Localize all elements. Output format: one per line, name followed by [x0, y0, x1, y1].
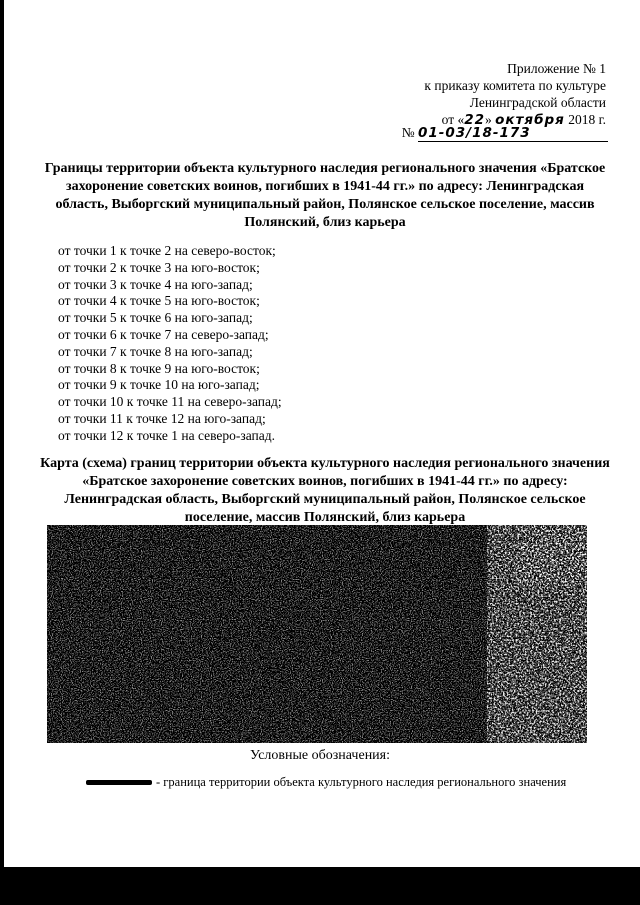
date-suffix: 2018 г.	[564, 112, 606, 127]
boundary-point-item: от точки 10 к точке 11 на северо-запад;	[58, 394, 282, 410]
appendix-line-2: к приказу комитета по культуре	[424, 78, 606, 93]
legend-item-label: - граница территории объекта культурного наследия регионального значения	[156, 775, 567, 789]
date-month-handwritten: октября	[495, 112, 565, 128]
boundary-point-item: от точки 2 к точке 3 на юго-восток;	[58, 259, 260, 275]
document-title: Границы территории объекта культурного наследия регионального значения «Братское захоронение советских воинов, погибших в 1941-44 гг.» по адресу: Ленинградская область, Выборгский муниципальный район, Полянское сельское поселение, массив Полянский, близ карьера	[44, 161, 606, 230]
boundary-point-item: от точки 9 к точке 10 на юго-запад;	[58, 377, 260, 393]
date-prefix: от «	[441, 112, 465, 127]
appendix-line-3: Ленинградской области	[469, 95, 606, 110]
date-mid: »	[485, 112, 496, 127]
map-title: Карта (схема) границ территории объекта культурного наследия регионального значения «Братское захоронение советских воинов, погибших в 1941-44 гг.» по адресу: Ленинградская область, Выборгский муниципальный район, Полянское сельское поселение, массив Полянский, близ карьера	[40, 456, 610, 525]
scan-left-edge	[0, 0, 4, 905]
appendix-header	[424, 60, 606, 129]
boundary-point-item: от точки 3 к точке 4 на юго-запад;	[58, 276, 253, 292]
boundary-point-item: от точки 11 к точке 12 на юго-запад;	[58, 410, 266, 426]
boundary-point-item: от точки 1 к точке 2 на северо-восток;	[58, 243, 276, 258]
aerial-map-image	[47, 525, 587, 743]
number-handwritten: 01-03/18-173	[418, 125, 608, 142]
boundary-point-item: от точки 12 к точке 1 на северо-запад.	[58, 427, 275, 443]
boundary-point-item: от точки 5 к точке 6 на юго-запад;	[58, 310, 253, 326]
boundary-point-item: от точки 4 к точке 5 на юго-восток;	[58, 293, 260, 309]
boundary-point-item: от точки 7 к точке 8 на юго-запад;	[58, 343, 253, 359]
appendix-line-1: Приложение № 1	[507, 61, 606, 76]
number-prefix: №	[401, 125, 418, 140]
boundary-point-item: от точки 8 к точке 9 на юго-восток;	[58, 360, 260, 376]
boundary-points-list	[58, 243, 282, 445]
boundary-point-item: от точки 6 к точке 7 на северо-запад;	[58, 326, 269, 342]
date-day-handwritten: 22	[464, 112, 486, 128]
map-texture	[47, 525, 587, 743]
legend-title: Условные обозначения:	[249, 748, 391, 763]
order-number	[402, 125, 608, 142]
boundary-line-symbol	[86, 780, 152, 785]
scan-bottom-edge	[0, 867, 640, 905]
legend-item-boundary	[86, 775, 566, 790]
